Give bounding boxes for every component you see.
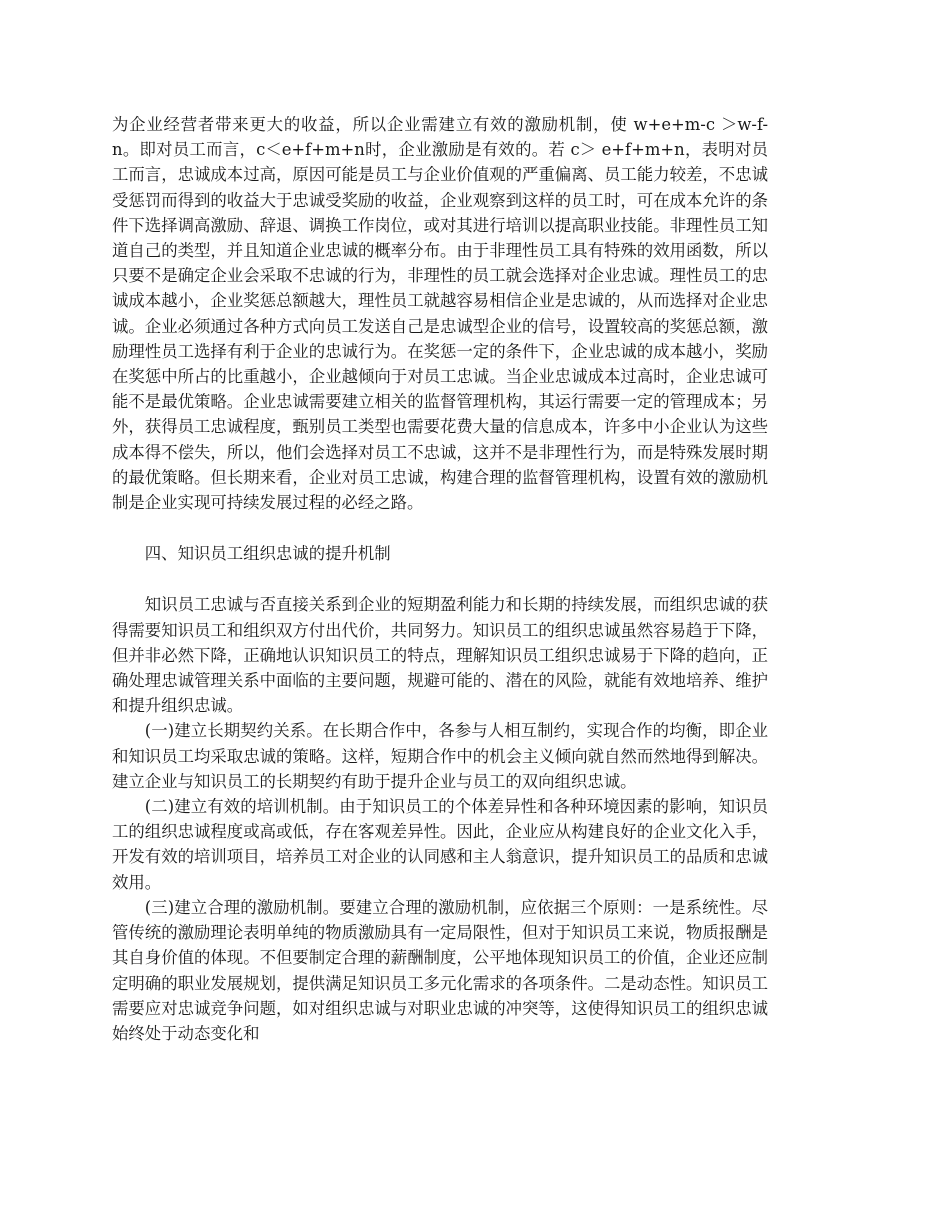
paragraph-incentive-mechanism: (三)建立合理的激励机制。要建立合理的激励机制，应依据三个原则：一是系统性。尽管传统的激励理论表明单纯的物质激励具有一定局限性，但对于知识员工来说，物质报酬是其自身价值的体现。不但要制定合理的薪酬制度，公平地体现知识员工的价值，企业还应制定明确的职业发展规划，提供满足知识员工多元化需求的各项条件。二是动态性。知识员工需要应对忠诚竞争问题，如对组织忠诚与对职业忠诚的冲突等，这使得知识员工的组织忠诚始终处于动态变化和 [112,897,768,1043]
paragraph-long-term-contract: (一)建立长期契约关系。在长期合作中，各参与人相互制约，实现合作的均衡，即企业和知识员工均采取忠诚的策略。这样，短期合作中的机会主义倾向就自然而然地得到解决。建立企业与知识员工的长期契约有助于提升企业与员工的双向组织忠诚。 [112,721,768,791]
paragraph-training-mechanism: (二)建立有效的培训机制。由于知识员工的个体差异性和各种环境因素的影响，知识员工的组织忠诚程度或高或低，存在客观差异性。因此，企业应从构建良好的企业文化入手，开发有效的培训项目，培养员工对企业的认同感和主人翁意识，提升知识员工的品质和忠诚效用。 [112,797,768,892]
section-heading-4: 四、知识员工组织忠诚的提升机制 [144,544,391,564]
paragraph-incentive-analysis: 为企业经营者带来更大的收益，所以企业需建立有效的激励机制，使 w+e+m-c ＞w-f-n。即对员工而言，c＜e+f+m+n时，企业激励是有效的。若 c＞ e+f+m+n，表明对员工而言，忠诚成本过高，原因可能是员工与企业价值观的严重偏离、员工能力较差，不忠诚受惩罚而得到的收益大于忠诚受奖励的收益，企业观察到这样的员工时，可在成本允许的条件下选择调高激励、辞退、调换工作岗位，或对其进行培训以提高职业技能。非理性员工知道自己的类型，并且知道企业忠诚的概率分布。由于非理性员工具有特殊的效用函数，所以只要不是确定企业会采取不忠诚的行为，非理性的员工就会选择对企业忠诚。理性员工的忠诚成本越小，企业奖惩总额越大，理性员工就越容易相信企业是忠诚的，从而选择对企业忠诚。企业必须通过各种方式向员工发送自己是忠诚型企业的信号，设置较高的奖惩总额，激励理性员工选择有利于企业的忠诚行为。在奖惩一定的条件下，企业忠诚的成本越小，奖励在奖惩中所占的比重越小，企业越倾向于对员工忠诚。当企业忠诚成本过高时，企业忠诚可能不是最优策略。企业忠诚需要建立相关的监督管理机构，其运行需要一定的管理成本；另外，获得员工忠诚程度，甄别员工类型也需要花费大量的信息成本，许多中小企业认为这些成本得不偿失，所以，他们会选择对员工不忠诚，这并不是非理性行为，而是特殊发展时期的最优策略。但长期来看，企业对员工忠诚，构建合理的监督管理机构，设置有效的激励机制是企业实现可持续发展过程的必经之路。 [112,115,768,513]
document-page [112,112,768,1046]
paragraph-loyalty-intro: 知识员工忠诚与否直接关系到企业的短期盈利能力和长期的持续发展，而组织忠诚的获得需要知识员工和组织双方付出代价，共同努力。知识员工的组织忠诚虽然容易趋于下降，但并非必然下降，正确地认识知识员工的特点，理解知识员工组织忠诚易于下降的趋向，正确处理忠诚管理关系中面临的主要问题，规避可能的、潜在的风险，就能有效地培养、维护和提升组织忠诚。 [112,595,768,716]
